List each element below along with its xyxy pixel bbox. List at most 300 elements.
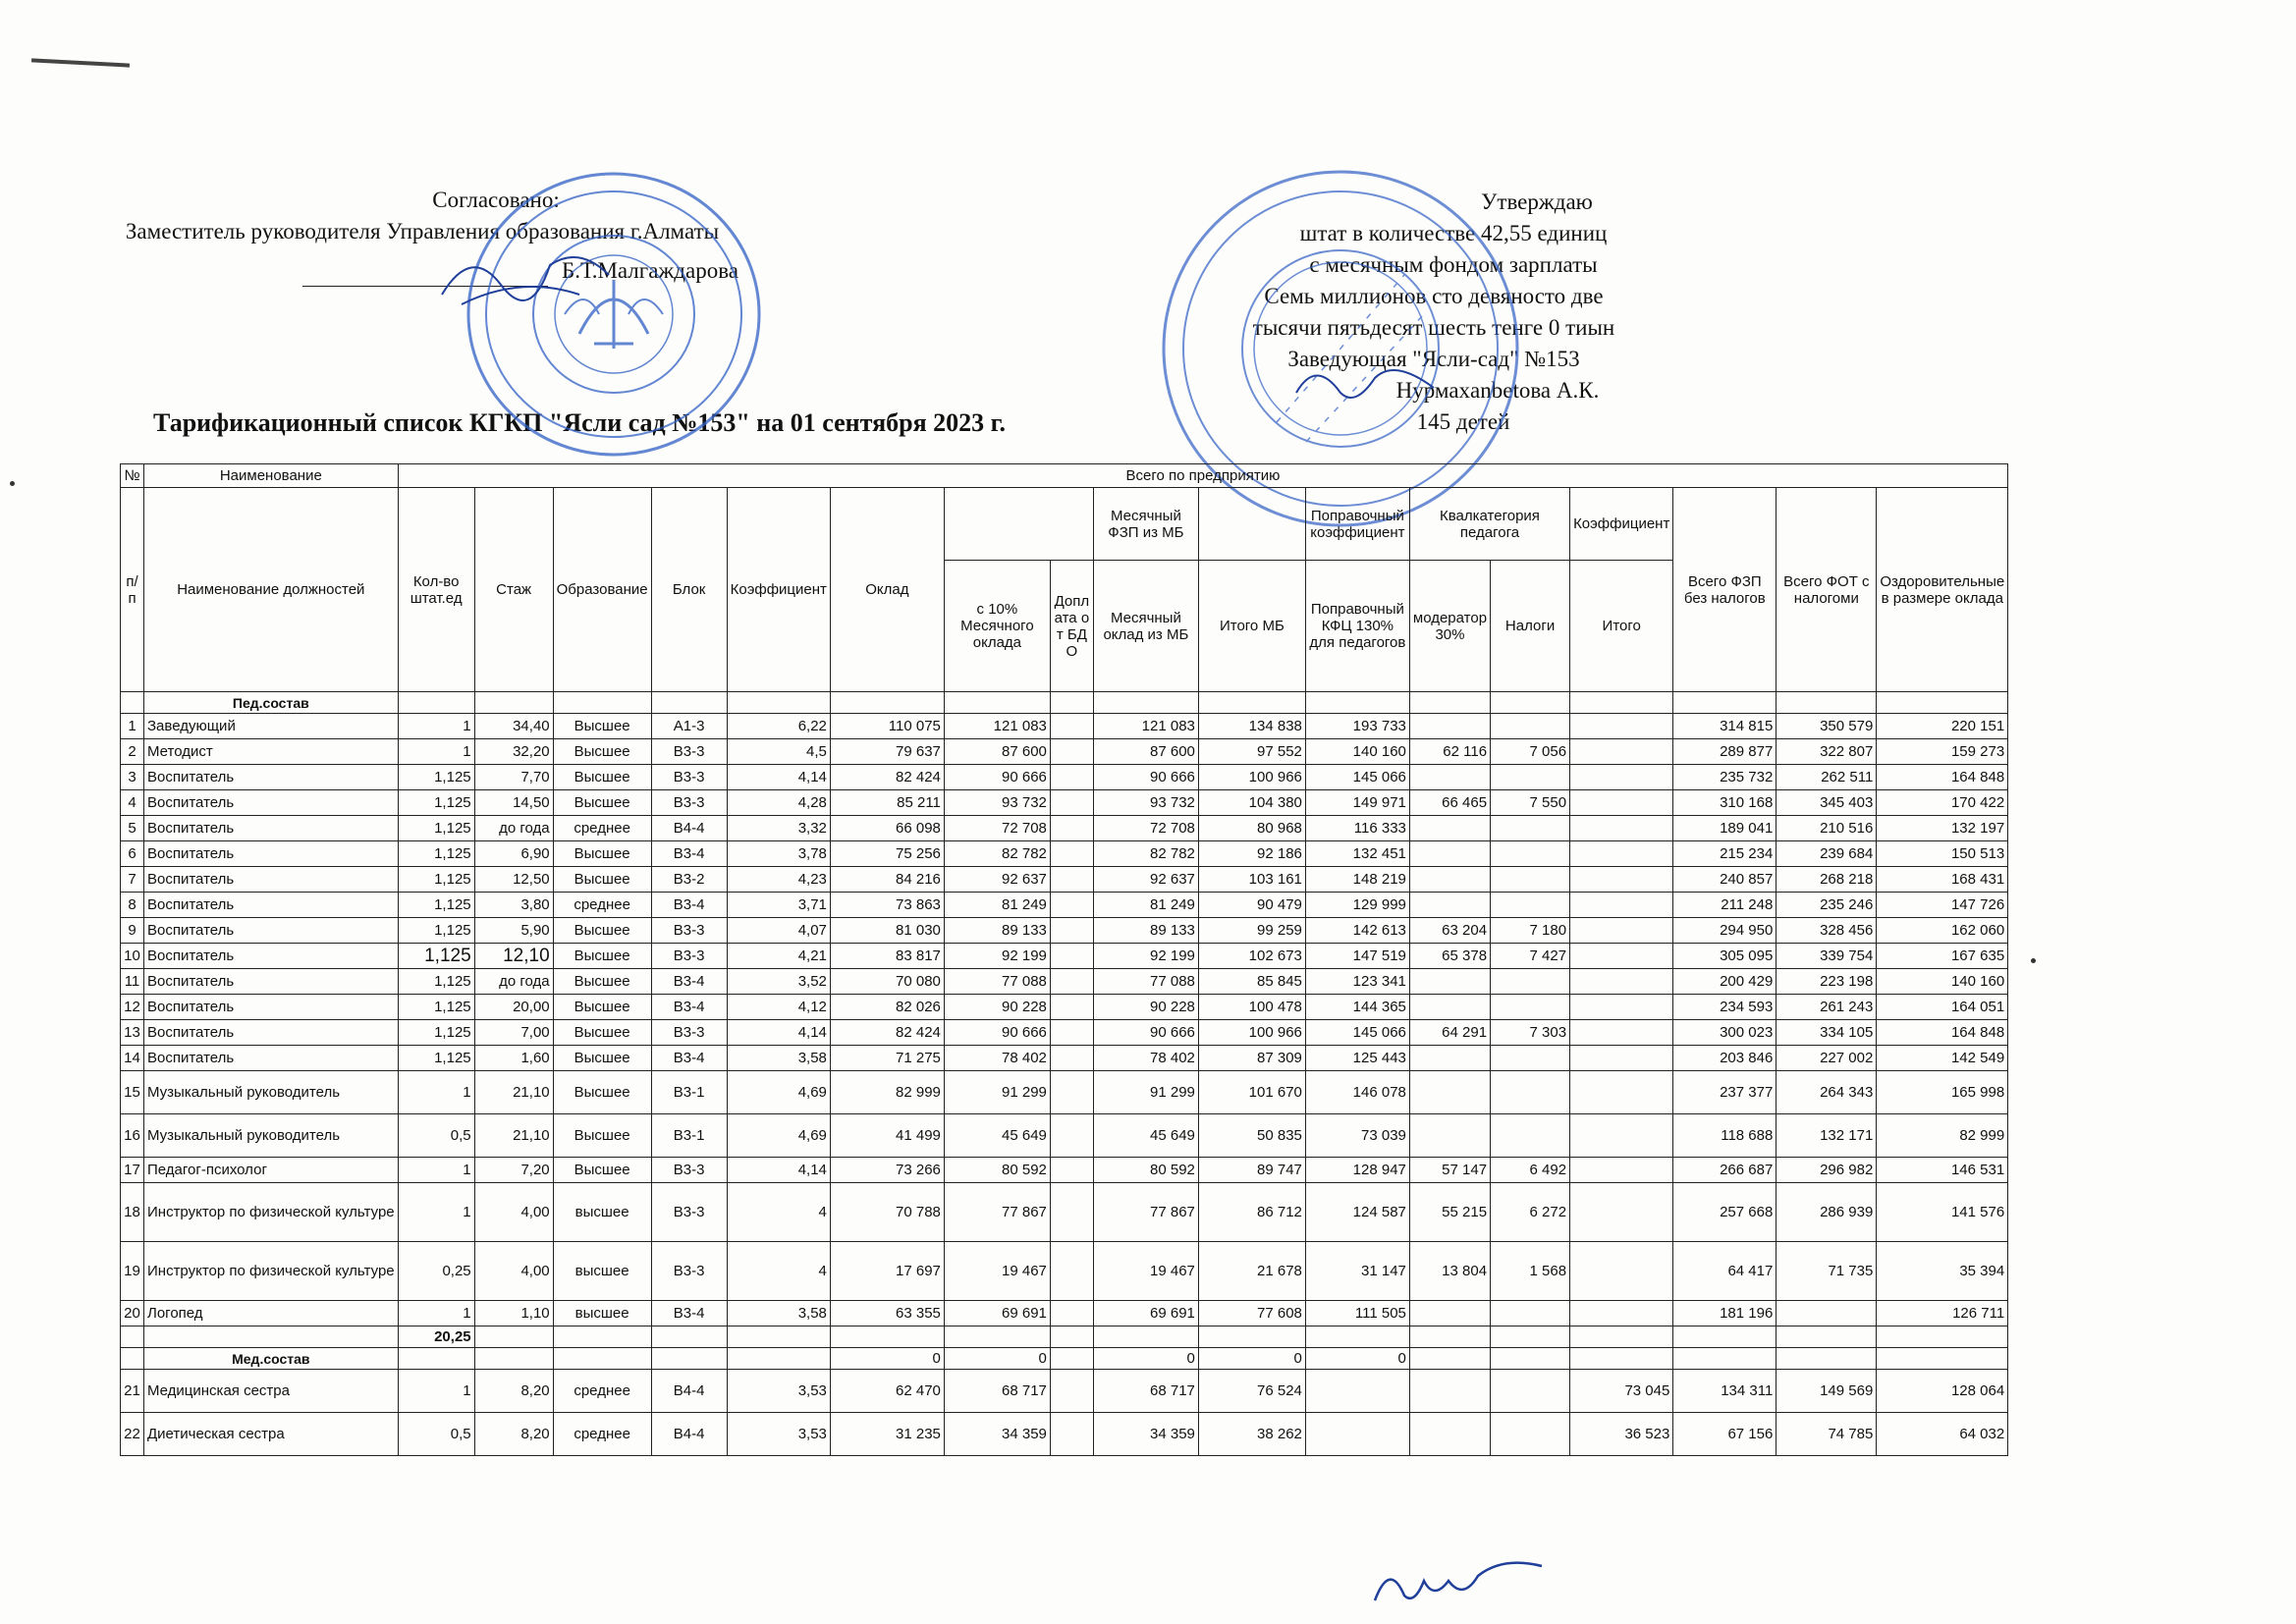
- cell-coef: 3,71: [727, 893, 830, 918]
- approval-left-title: Согласовано:: [432, 188, 560, 212]
- cell-m10: 68 717: [944, 1370, 1050, 1413]
- cell-staj: 4,00: [474, 1242, 553, 1301]
- cell-fot: 345 403: [1777, 790, 1877, 816]
- cell-block: В3-1: [651, 1114, 727, 1158]
- cell-m10: 90 666: [944, 765, 1050, 790]
- cell-fzp: 215 234: [1673, 841, 1777, 867]
- cell-kfc: 147 519: [1305, 944, 1409, 969]
- cell-pos: Педагог-психолог: [144, 1158, 399, 1183]
- cell-fzp: 294 950: [1673, 918, 1777, 944]
- cell-mo: 72 708: [1093, 816, 1198, 841]
- cell-m10: 82 782: [944, 841, 1050, 867]
- approval-right-signer: Нурмахanbetова А.К.: [1395, 378, 1600, 403]
- cell-imb: 76 524: [1198, 1370, 1305, 1413]
- cell-m10: 34 359: [944, 1413, 1050, 1456]
- cell-mo: 77 088: [1093, 969, 1198, 995]
- table-row: [121, 841, 2008, 867]
- cell-itg: [1570, 1071, 1673, 1114]
- cell-dopl: [1050, 1071, 1093, 1114]
- cell-nal: [1491, 714, 1570, 739]
- cell-imb: 77 608: [1198, 1301, 1305, 1326]
- cell-itg: [1570, 918, 1673, 944]
- cell-qty: 1,125: [398, 918, 474, 944]
- col-qual: Квалкатегория педагога: [1409, 488, 1569, 561]
- section-row-med: [121, 1348, 2008, 1370]
- cell-qty: 1: [398, 1370, 474, 1413]
- cell-pos: Музыкальный руководитель: [144, 1071, 399, 1114]
- cell-fot: 268 218: [1777, 867, 1877, 893]
- cell-coef: 3,58: [727, 1301, 830, 1326]
- cell-coef: 4,14: [727, 1158, 830, 1183]
- cell-coef: 4,21: [727, 944, 830, 969]
- cell-imb: 87 309: [1198, 1046, 1305, 1071]
- table-row: [121, 1158, 2008, 1183]
- cell-coef: 3,52: [727, 969, 830, 995]
- cell-pos: Диетическая сестра: [144, 1413, 399, 1456]
- cell-edu: среднее: [553, 816, 651, 841]
- cell-mo: 68 717: [1093, 1370, 1198, 1413]
- cell-edu: среднее: [553, 893, 651, 918]
- cell-mo: 92 637: [1093, 867, 1198, 893]
- cell-edu: Высшее: [553, 1158, 651, 1183]
- cell-oklad: 71 275: [830, 1046, 944, 1071]
- cell-itg: [1570, 893, 1673, 918]
- cell-oklad: 31 235: [830, 1413, 944, 1456]
- approval-right-children: 145 детей: [1416, 409, 1510, 434]
- cell-kfc: 73 039: [1305, 1114, 1409, 1158]
- cell-pos: Воспитатель: [144, 969, 399, 995]
- cell-n: 1: [121, 714, 144, 739]
- cell-nal: [1491, 969, 1570, 995]
- cell-itg: 73 045: [1570, 1370, 1673, 1413]
- cell-imb: 38 262: [1198, 1413, 1305, 1456]
- cell-dopl: [1050, 995, 1093, 1020]
- cell-kfc: 125 443: [1305, 1046, 1409, 1071]
- cell-fot: 261 243: [1777, 995, 1877, 1020]
- col-empty-group: [944, 488, 1093, 561]
- cell-mo: 90 666: [1093, 1020, 1198, 1046]
- cell-n: 11: [121, 969, 144, 995]
- cell-mo: 45 649: [1093, 1114, 1198, 1158]
- cell-imb: 103 161: [1198, 867, 1305, 893]
- cell-edu: Высшее: [553, 1046, 651, 1071]
- cell-mod: [1409, 1046, 1490, 1071]
- cell-qty: 0,5: [398, 1114, 474, 1158]
- cell-mo: 34 359: [1093, 1413, 1198, 1456]
- approval-right-staff: штат в количестве 42,55 единиц: [1299, 221, 1608, 245]
- cell-mod: 63 204: [1409, 918, 1490, 944]
- cell-oklad: 75 256: [830, 841, 944, 867]
- cell-imb: 89 747: [1198, 1158, 1305, 1183]
- cell-n: 21: [121, 1370, 144, 1413]
- table-row: [121, 765, 2008, 790]
- cell-edu: Высшее: [553, 944, 651, 969]
- cell-oklad: 82 999: [830, 1071, 944, 1114]
- cell-edu: Высшее: [553, 1071, 651, 1114]
- table-row: [121, 944, 2008, 969]
- cell-oklad: 82 424: [830, 765, 944, 790]
- signature-scribble-left: [432, 236, 629, 314]
- cell-itg: [1570, 1046, 1673, 1071]
- cell-block: В3-4: [651, 893, 727, 918]
- cell-staj: 12,10: [474, 944, 553, 969]
- cell-edu: высшее: [553, 1183, 651, 1242]
- approval-right-sum2: тысячи пятьдесят шесть тенге 0 тиын: [1252, 315, 1615, 340]
- header-row-1: [121, 464, 2008, 488]
- col-empty-itogo-group: [1198, 488, 1305, 561]
- cell-fzp: 289 877: [1673, 739, 1777, 765]
- cell-dopl: [1050, 893, 1093, 918]
- cell-n: 20: [121, 1301, 144, 1326]
- cell-kfc: 146 078: [1305, 1071, 1409, 1114]
- approval-right-head: Заведующая "Ясли-сад" №153: [1287, 347, 1580, 371]
- cell-coef: 4,28: [727, 790, 830, 816]
- cell-hl: 170 422: [1877, 790, 2008, 816]
- cell-nal: 7 427: [1491, 944, 1570, 969]
- col-moderator: модератор 30%: [1409, 561, 1490, 692]
- cell-imb: 100 966: [1198, 765, 1305, 790]
- cell-nal: [1491, 816, 1570, 841]
- cell-m10: 90 666: [944, 1020, 1050, 1046]
- scan-dot: [2031, 958, 2036, 963]
- cell-block: А1-3: [651, 714, 727, 739]
- cell-dopl: [1050, 765, 1093, 790]
- cell-coef: 3,58: [727, 1046, 830, 1071]
- cell-qty: 1,125: [398, 841, 474, 867]
- table-row: [121, 893, 2008, 918]
- cell-nal: [1491, 1071, 1570, 1114]
- cell-nal: 1 568: [1491, 1242, 1570, 1301]
- cell-itg: [1570, 1158, 1673, 1183]
- cell-staj: 21,10: [474, 1071, 553, 1114]
- table-row: [121, 1020, 2008, 1046]
- cell-zero: 0: [1093, 1348, 1198, 1370]
- cell-kfc: 128 947: [1305, 1158, 1409, 1183]
- cell-block: В4-4: [651, 816, 727, 841]
- table-row: [121, 1114, 2008, 1158]
- cell-hl: 141 576: [1877, 1183, 2008, 1242]
- col-coef: Коэффициент: [727, 488, 830, 692]
- cell-fot: 350 579: [1777, 714, 1877, 739]
- cell-pos: Воспитатель: [144, 944, 399, 969]
- cell-fot: 322 807: [1777, 739, 1877, 765]
- cell-imb: 85 845: [1198, 969, 1305, 995]
- cell-fzp: 181 196: [1673, 1301, 1777, 1326]
- cell-dopl: [1050, 1413, 1093, 1456]
- cell-oklad: 85 211: [830, 790, 944, 816]
- cell-coef: 4,14: [727, 1020, 830, 1046]
- table-row: [121, 1071, 2008, 1114]
- col-staj: Стаж: [474, 488, 553, 692]
- table-row: [121, 1242, 2008, 1301]
- cell-kfc: 140 160: [1305, 739, 1409, 765]
- table-row: [121, 995, 2008, 1020]
- col-all: Всего по предприятию: [398, 464, 2008, 488]
- cell-hl: 162 060: [1877, 918, 2008, 944]
- cell-qty: 0,5: [398, 1413, 474, 1456]
- cell-kfc: 148 219: [1305, 867, 1409, 893]
- cell-nal: 6 272: [1491, 1183, 1570, 1242]
- cell-dopl: [1050, 841, 1093, 867]
- cell-nal: [1491, 1413, 1570, 1456]
- cell-imb: 101 670: [1198, 1071, 1305, 1114]
- cell-fzp: 234 593: [1673, 995, 1777, 1020]
- cell-oklad: 79 637: [830, 739, 944, 765]
- cell-pos: Воспитатель: [144, 995, 399, 1020]
- cell-staj: 7,20: [474, 1158, 553, 1183]
- col-fzp-total: Всего ФЗП без налогов: [1673, 488, 1777, 692]
- cell-block: В3-4: [651, 841, 727, 867]
- cell-hl: 164 848: [1877, 765, 2008, 790]
- cell-hl: 167 635: [1877, 944, 2008, 969]
- cell-mod: [1409, 714, 1490, 739]
- cell-itg: [1570, 867, 1673, 893]
- cell-coef: 3,78: [727, 841, 830, 867]
- cell-n: 3: [121, 765, 144, 790]
- cell-dopl: [1050, 969, 1093, 995]
- cell-pos: Логопед: [144, 1301, 399, 1326]
- cell-pos: Воспитатель: [144, 790, 399, 816]
- cell-dopl: [1050, 1046, 1093, 1071]
- cell-fzp: 200 429: [1673, 969, 1777, 995]
- cell-staj: 12,50: [474, 867, 553, 893]
- cell-fot: 227 002: [1777, 1046, 1877, 1071]
- pen-mark: [31, 58, 130, 67]
- cell-block: В3-4: [651, 1046, 727, 1071]
- cell-m10: 87 600: [944, 739, 1050, 765]
- cell-staj: 8,20: [474, 1413, 553, 1456]
- cell-m10: 81 249: [944, 893, 1050, 918]
- cell-pos: Воспитатель: [144, 1046, 399, 1071]
- approval-right-title: Утверждаю: [1481, 189, 1593, 214]
- cell-edu: среднее: [553, 1413, 651, 1456]
- table-row: [121, 1413, 2008, 1456]
- cell-block: В3-3: [651, 918, 727, 944]
- cell-block: В3-2: [651, 867, 727, 893]
- cell-block: В3-4: [651, 995, 727, 1020]
- cell-qty: 1,125: [398, 944, 474, 969]
- cell-mod: [1409, 995, 1490, 1020]
- signature-scribble-bottom: [1365, 1551, 1552, 1610]
- table-row: [121, 1370, 2008, 1413]
- cell-nal: [1491, 1114, 1570, 1158]
- cell-coef: 4: [727, 1242, 830, 1301]
- cell-staj: 14,50: [474, 790, 553, 816]
- cell-oklad: 41 499: [830, 1114, 944, 1158]
- cell-pos: Инструктор по физической культуре: [144, 1183, 399, 1242]
- cell-block: В3-4: [651, 969, 727, 995]
- cell-fzp: 266 687: [1673, 1158, 1777, 1183]
- cell-fot: 210 516: [1777, 816, 1877, 841]
- cell-itg: [1570, 1114, 1673, 1158]
- cell-pos: Заведующий: [144, 714, 399, 739]
- cell-m10: 93 732: [944, 790, 1050, 816]
- cell-mo: 91 299: [1093, 1071, 1198, 1114]
- cell-edu: Высшее: [553, 995, 651, 1020]
- cell-kfc: [1305, 1370, 1409, 1413]
- cell-pos: Методист: [144, 739, 399, 765]
- cell-hl: 168 431: [1877, 867, 2008, 893]
- cell-hl: 220 151: [1877, 714, 2008, 739]
- table-row: [121, 1183, 2008, 1242]
- cell-itg: [1570, 714, 1673, 739]
- cell-hl: 147 726: [1877, 893, 2008, 918]
- cell-hl: 159 273: [1877, 739, 2008, 765]
- cell-block: В3-3: [651, 1242, 727, 1301]
- cell-fzp: 134 311: [1673, 1370, 1777, 1413]
- cell-coef: 6,22: [727, 714, 830, 739]
- cell-dopl: [1050, 944, 1093, 969]
- cell-dopl: [1050, 1158, 1093, 1183]
- cell-kfc: 145 066: [1305, 765, 1409, 790]
- cell-coef: 4,12: [727, 995, 830, 1020]
- col-itogo: Итого: [1570, 561, 1673, 692]
- cell-mod: 65 378: [1409, 944, 1490, 969]
- subtotal-qty: 20,25: [398, 1326, 474, 1348]
- cell-dopl: [1050, 867, 1093, 893]
- cell-nal: [1491, 1370, 1570, 1413]
- cell-fzp: 118 688: [1673, 1114, 1777, 1158]
- cell-mod: [1409, 841, 1490, 867]
- cell-fot: 149 569: [1777, 1370, 1877, 1413]
- cell-imb: 97 552: [1198, 739, 1305, 765]
- cell-mod: 62 116: [1409, 739, 1490, 765]
- cell-n: 9: [121, 918, 144, 944]
- cell-fot: 296 982: [1777, 1158, 1877, 1183]
- cell-dopl: [1050, 1301, 1093, 1326]
- cell-m10: 89 133: [944, 918, 1050, 944]
- cell-imb: 80 968: [1198, 816, 1305, 841]
- cell-n: 19: [121, 1242, 144, 1301]
- table-row: [121, 714, 2008, 739]
- cell-oklad: 17 697: [830, 1242, 944, 1301]
- cell-staj: 32,20: [474, 739, 553, 765]
- table-row: [121, 816, 2008, 841]
- cell-fzp: 305 095: [1673, 944, 1777, 969]
- cell-mod: [1409, 1413, 1490, 1456]
- cell-mo: 89 133: [1093, 918, 1198, 944]
- cell-dopl: [1050, 790, 1093, 816]
- cell-edu: Высшее: [553, 790, 651, 816]
- cell-qty: 1: [398, 1301, 474, 1326]
- cell-mo: 81 249: [1093, 893, 1198, 918]
- col-oklad: Оклад: [830, 488, 944, 692]
- cell-fzp: 237 377: [1673, 1071, 1777, 1114]
- cell-imb: 134 838: [1198, 714, 1305, 739]
- cell-block: В3-3: [651, 1020, 727, 1046]
- cell-nal: 7 550: [1491, 790, 1570, 816]
- col-itogo-mb: Итого МБ: [1198, 561, 1305, 692]
- cell-block: В3-1: [651, 1071, 727, 1114]
- cell-nal: 7 303: [1491, 1020, 1570, 1046]
- cell-edu: Высшее: [553, 841, 651, 867]
- cell-itg: [1570, 944, 1673, 969]
- cell-itg: [1570, 816, 1673, 841]
- cell-nal: [1491, 867, 1570, 893]
- cell-qty: 1,125: [398, 893, 474, 918]
- cell-n: 14: [121, 1046, 144, 1071]
- cell-qty: 1: [398, 1071, 474, 1114]
- cell-staj: 7,70: [474, 765, 553, 790]
- cell-pos: Воспитатель: [144, 893, 399, 918]
- cell-nal: [1491, 841, 1570, 867]
- cell-fzp: 64 417: [1673, 1242, 1777, 1301]
- cell-pos: Воспитатель: [144, 816, 399, 841]
- cell-m10: 72 708: [944, 816, 1050, 841]
- cell-itg: [1570, 1301, 1673, 1326]
- cell-dopl: [1050, 918, 1093, 944]
- cell-mod: 64 291: [1409, 1020, 1490, 1046]
- cell-fot: 239 684: [1777, 841, 1877, 867]
- col-monthly-fzp: Месячный ФЗП из МБ: [1093, 488, 1198, 561]
- cell-fzp: 300 023: [1673, 1020, 1777, 1046]
- cell-n: 13: [121, 1020, 144, 1046]
- cell-hl: 150 513: [1877, 841, 2008, 867]
- cell-hl: 132 197: [1877, 816, 2008, 841]
- cell-fot: [1777, 1301, 1877, 1326]
- cell-kfc: 193 733: [1305, 714, 1409, 739]
- col-qty: Кол-во штат.ед: [398, 488, 474, 692]
- cell-coef: 3,53: [727, 1370, 830, 1413]
- cell-fzp: 203 846: [1673, 1046, 1777, 1071]
- table-row: [121, 1046, 2008, 1071]
- cell-staj: до года: [474, 969, 553, 995]
- cell-kfc: 129 999: [1305, 893, 1409, 918]
- cell-kfc: 132 451: [1305, 841, 1409, 867]
- cell-mod: [1409, 765, 1490, 790]
- cell-zero: 0: [1305, 1348, 1409, 1370]
- cell-pos: Воспитатель: [144, 918, 399, 944]
- cell-imb: 102 673: [1198, 944, 1305, 969]
- cell-n: 8: [121, 893, 144, 918]
- cell-fzp: 211 248: [1673, 893, 1777, 918]
- cell-n: 5: [121, 816, 144, 841]
- cell-m10: 69 691: [944, 1301, 1050, 1326]
- cell-imb: 99 259: [1198, 918, 1305, 944]
- cell-imb: 104 380: [1198, 790, 1305, 816]
- cell-qty: 1,125: [398, 867, 474, 893]
- cell-dopl: [1050, 1183, 1093, 1242]
- cell-block: В3-3: [651, 1158, 727, 1183]
- cell-fzp: 240 857: [1673, 867, 1777, 893]
- cell-nal: [1491, 893, 1570, 918]
- cell-oklad: 70 080: [830, 969, 944, 995]
- cell-mod: [1409, 1114, 1490, 1158]
- cell-coef: 3,53: [727, 1413, 830, 1456]
- cell-itg: 36 523: [1570, 1413, 1673, 1456]
- cell-pos: Инструктор по физической культуре: [144, 1242, 399, 1301]
- cell-m10: 77 088: [944, 969, 1050, 995]
- cell-block: В4-4: [651, 1370, 727, 1413]
- cell-n: 7: [121, 867, 144, 893]
- cell-nal: [1491, 765, 1570, 790]
- cell-staj: 8,20: [474, 1370, 553, 1413]
- cell-staj: 20,00: [474, 995, 553, 1020]
- cell-kfc: 142 613: [1305, 918, 1409, 944]
- cell-imb: 100 966: [1198, 1020, 1305, 1046]
- col-pp: п/п: [121, 488, 144, 692]
- cell-n: 15: [121, 1071, 144, 1114]
- col-name: Наименование: [144, 464, 399, 488]
- cell-hl: 64 032: [1877, 1413, 2008, 1456]
- cell-dopl: [1050, 1242, 1093, 1301]
- scan-dot: [10, 481, 15, 486]
- cell-edu: высшее: [553, 1301, 651, 1326]
- cell-imb: 100 478: [1198, 995, 1305, 1020]
- table-row: [121, 1301, 2008, 1326]
- cell-m10: 92 637: [944, 867, 1050, 893]
- cell-edu: Высшее: [553, 969, 651, 995]
